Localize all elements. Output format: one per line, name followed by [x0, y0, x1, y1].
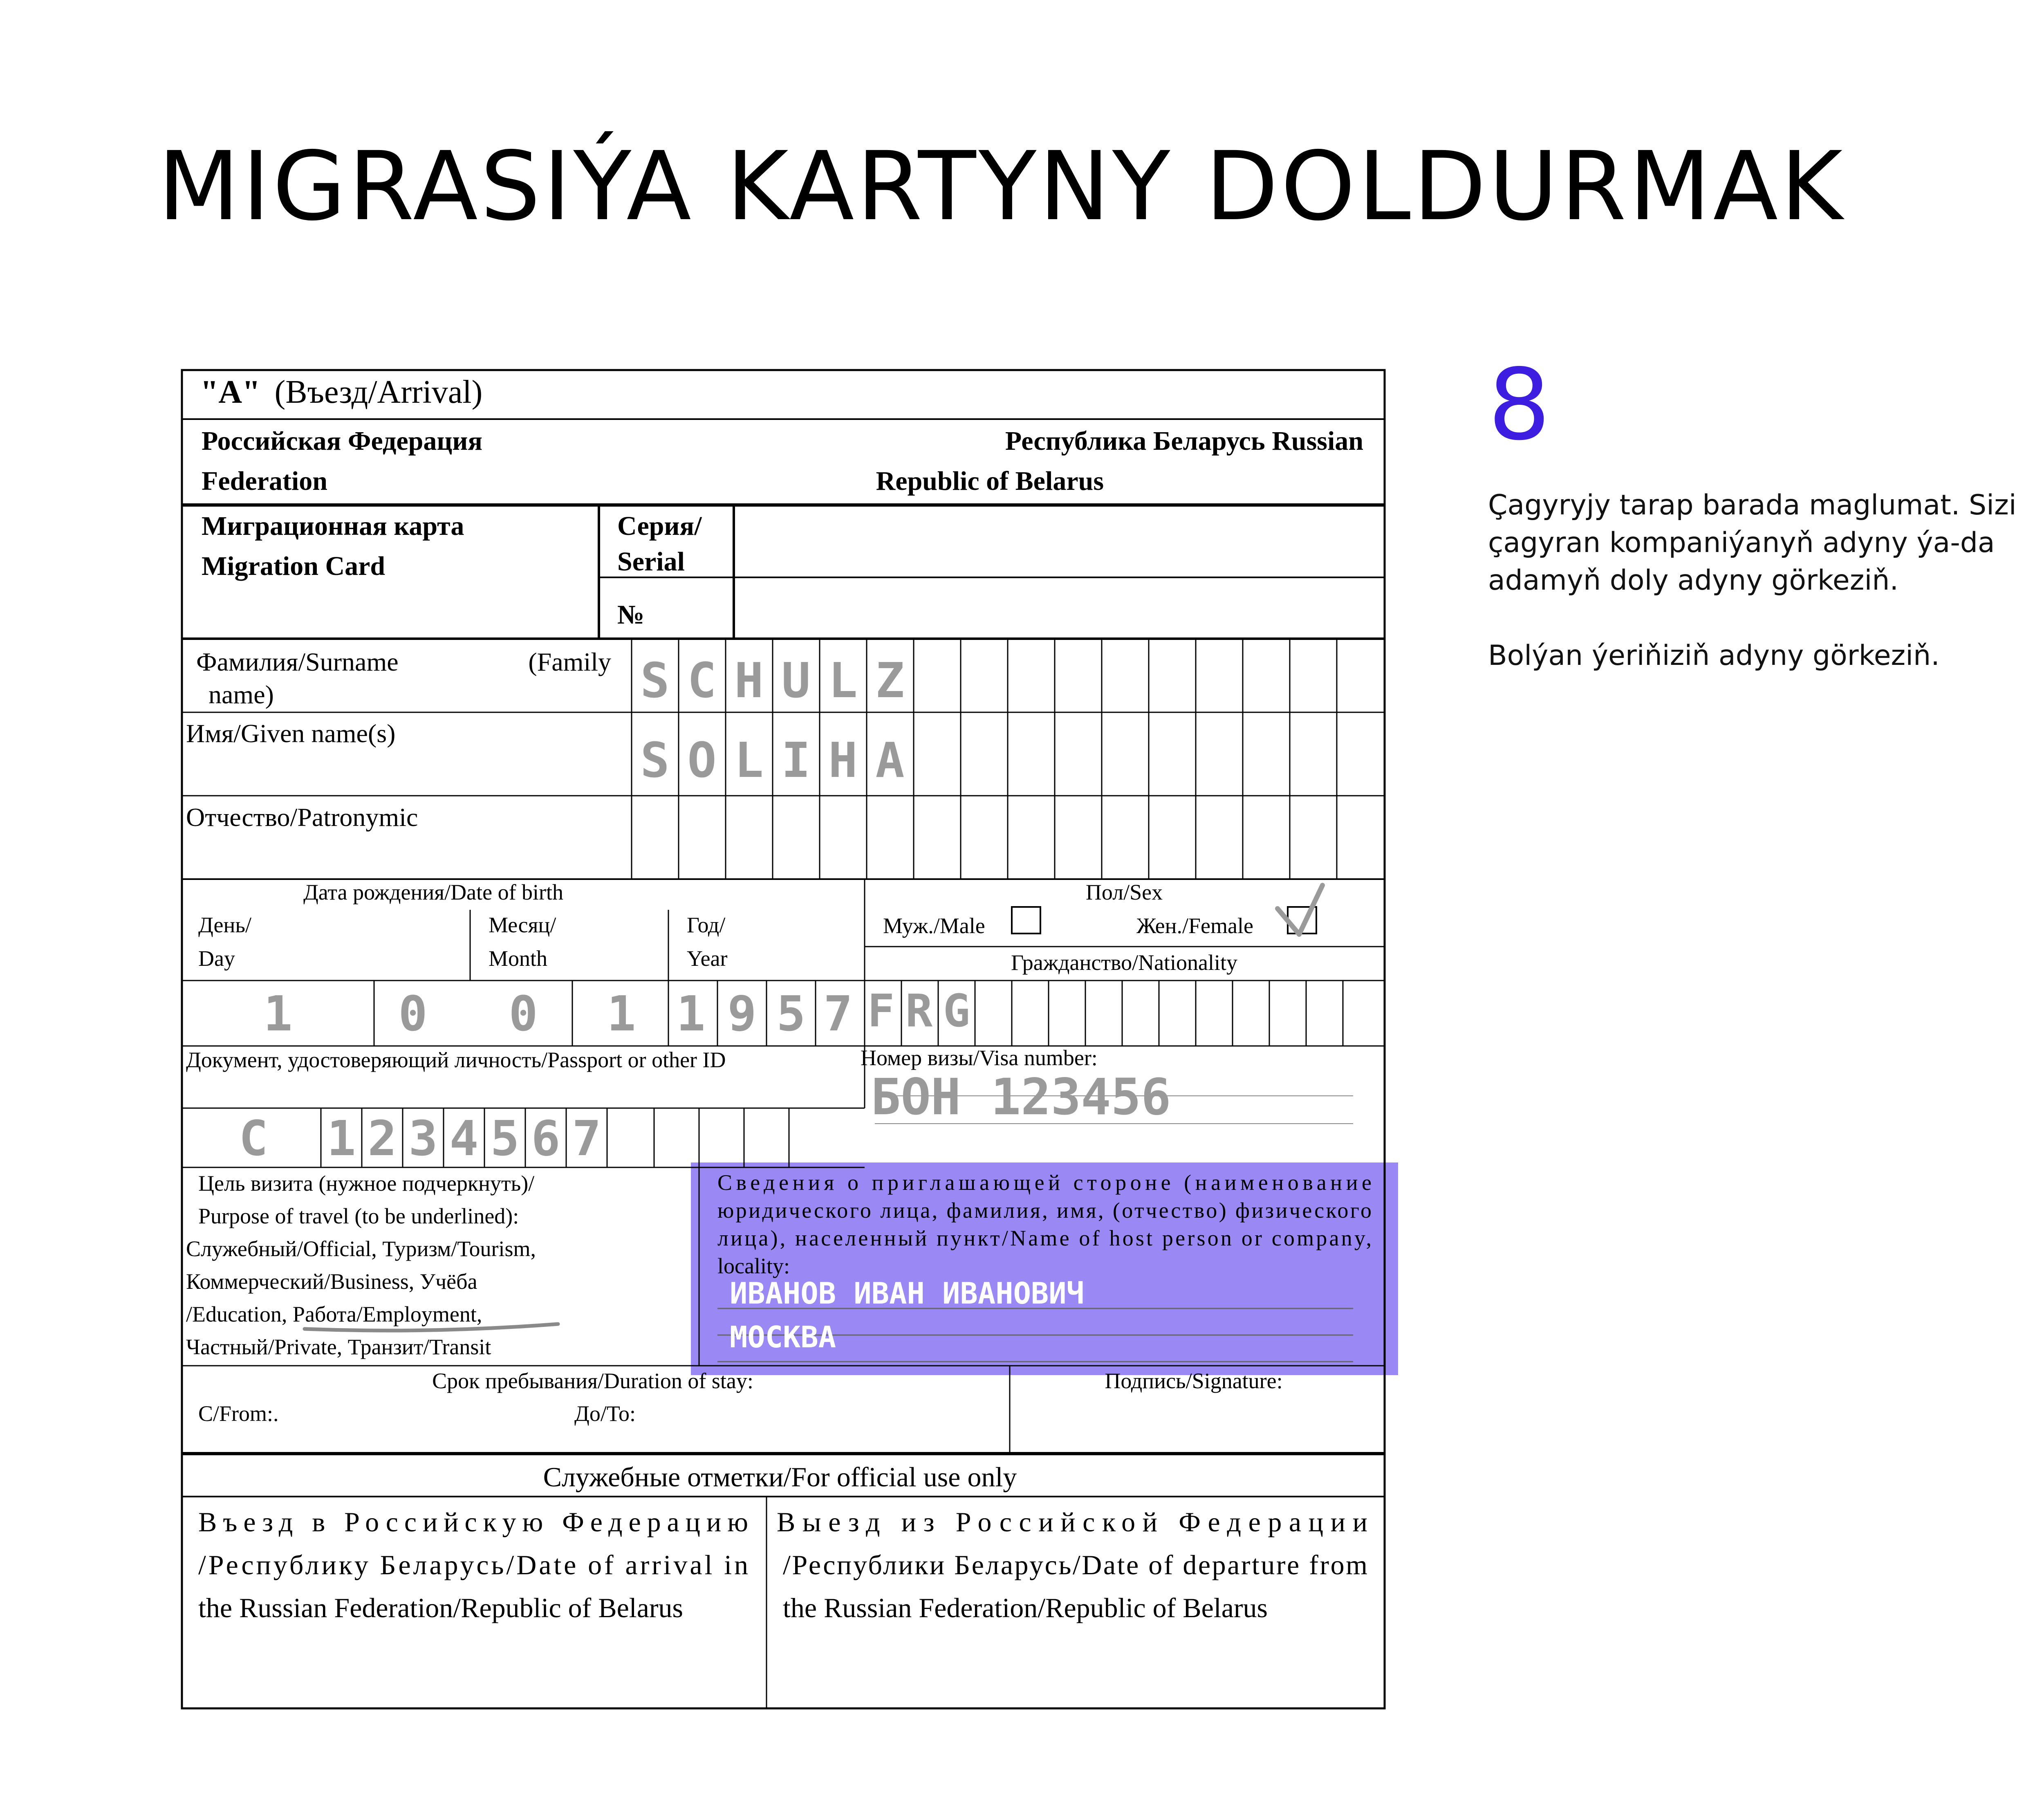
passport-char: 5: [490, 1110, 520, 1167]
from-label: С/From:.: [198, 1401, 279, 1426]
duration-label: Срок пребывания/Duration of stay:: [432, 1369, 753, 1393]
surname-letter: H: [734, 652, 764, 709]
sex-label: Пол/Sex: [1085, 880, 1163, 904]
passport-char: 4: [449, 1110, 479, 1167]
number-sign: №: [617, 600, 645, 630]
visa-label: Номер визы/Visa number:: [861, 1046, 1098, 1070]
year-en: Year: [687, 946, 728, 971]
purpose-line: Цель визита (нужное подчеркнуть)/: [198, 1171, 535, 1196]
rf-line1: Российская Федерация: [202, 426, 483, 456]
given-letter: I: [781, 732, 811, 788]
surname-letter: Z: [875, 652, 905, 709]
serial-en: Serial: [617, 547, 685, 577]
given-letter: O: [687, 732, 717, 788]
given-letter: L: [734, 732, 764, 788]
rb-line2: Republic of Belarus: [876, 466, 1104, 496]
departure-line: Выезд из Российской Федерации: [777, 1506, 1367, 1537]
given-letter: H: [828, 732, 858, 788]
male-label: Муж./Male: [883, 913, 985, 938]
passport-char: 1: [327, 1110, 356, 1167]
purpose-line: Частный/Private, Транзит/Transit: [186, 1335, 491, 1359]
surname-label-name: name): [208, 680, 274, 709]
dob-digit: 7: [823, 985, 853, 1042]
surname-letter: S: [640, 652, 670, 709]
host-city-value: МОСКВА: [730, 1320, 836, 1354]
migration-card-ru: Миграционная карта: [202, 511, 464, 541]
dob-digit: 0: [509, 985, 538, 1042]
nationality-label: Гражданство/Nationality: [1011, 950, 1238, 975]
migration-card-en: Migration Card: [202, 551, 385, 581]
step-number: 8: [1488, 348, 1551, 462]
departure-line: /Республики Беларусь/Date of departure from: [783, 1549, 1367, 1580]
card-type: (Въезд/Arrival): [274, 374, 483, 410]
passport-letters: [239, 1110, 601, 1167]
dob-label: Дата рождения/Date of birth: [303, 880, 564, 904]
page-title: MIGRASIÝA KARTYNY DOLDURMAK: [158, 131, 1845, 242]
passport-char: 6: [531, 1110, 560, 1167]
svg-text:"А" (Въезд/Arrival): [200, 374, 482, 410]
passport-char: 3: [408, 1110, 438, 1167]
instruction-host-info: Çagyryjy tarap barada maglumat. Sizi çagyran kompaniýanyň adyny ýa-da adamyň doly adyny görkeziň.: [1488, 489, 2017, 597]
arrival-line: Въезд в Российскую Федерацию: [198, 1506, 748, 1537]
female-label: Жен./Female: [1136, 913, 1253, 938]
surname-label-family: (Family: [528, 647, 611, 676]
purpose-line: Purpose of travel (to be underlined):: [198, 1204, 519, 1228]
given-letter: S: [640, 732, 670, 788]
passport-char: C: [239, 1110, 268, 1167]
rb-line1: Республика Беларусь Russian: [1005, 426, 1363, 456]
dob-digit: 1: [676, 985, 706, 1042]
official-label: Служебные отметки/For official use only: [543, 1461, 1017, 1492]
dob-digit: 5: [776, 985, 806, 1042]
dob-digits: [263, 985, 852, 1042]
arrival-date-block: [198, 1506, 748, 1623]
host-line: юридического лица, фамилия, имя, (отчество) физического: [717, 1198, 1372, 1223]
signature-label: Подпись/Signature:: [1105, 1369, 1283, 1393]
surname-letter: U: [781, 652, 811, 709]
card-type-bold: "А": [200, 374, 260, 410]
year-ru: Год/: [687, 913, 726, 937]
nationality-letters: [867, 985, 970, 1037]
purpose-line: /Education, Работа/Employment,: [186, 1302, 482, 1326]
month-ru: Месяц/: [489, 913, 556, 937]
host-name-value: ИВАНОВ ИВАН ИВАНОВИЧ: [730, 1276, 1084, 1311]
departure-line: the Russian Federation/Republic of Belarus: [783, 1592, 1268, 1623]
instruction-locality: Bolýan ýeriňiziň adyny görkeziň.: [1488, 640, 1940, 672]
passport-char: 7: [572, 1110, 601, 1167]
host-line: locality:: [717, 1254, 790, 1278]
dob-digit: 1: [607, 985, 636, 1042]
purpose-line: Служебный/Official, Туризм/Tourism,: [186, 1237, 536, 1261]
patronymic-label: Отчество/Patronymic: [186, 803, 418, 832]
passport-char: 2: [368, 1110, 397, 1167]
surname-label: Фамилия/Surname: [196, 647, 399, 676]
document-label: Документ, удостоверяющий личность/Passport or other ID: [186, 1048, 726, 1072]
surname-letter: L: [828, 652, 858, 709]
serial-ru: Серия/: [617, 511, 702, 541]
surname-letter: C: [687, 652, 717, 709]
host-line: лица), населенный пункт/Name of host person or company,: [717, 1226, 1372, 1250]
month-en: Month: [489, 946, 548, 971]
to-label: До/To:: [574, 1401, 636, 1426]
dob-digit: 0: [398, 985, 428, 1042]
given-letter: A: [875, 732, 905, 788]
arrival-line: the Russian Federation/Republic of Belarus: [198, 1592, 683, 1623]
day-ru: День/: [198, 913, 251, 937]
purpose-line: Коммерческий/Business, Учёба: [186, 1269, 477, 1294]
host-line: Сведения о приглашающей стороне (наименование: [717, 1170, 1372, 1195]
nationality-letter: F: [867, 985, 895, 1037]
given-name-label: Имя/Given name(s): [186, 719, 396, 748]
dob-digit: 1: [263, 985, 293, 1042]
nationality-letter: G: [943, 985, 970, 1037]
nationality-letter: R: [905, 985, 933, 1037]
rf-line2: Federation: [202, 466, 327, 496]
departure-date-block: [777, 1506, 1367, 1623]
visa-value: БОН 123456: [871, 1068, 1171, 1126]
dob-digit: 9: [727, 985, 757, 1042]
day-en: Day: [198, 946, 235, 971]
arrival-line: /Республику Беларусь/Date of arrival in: [198, 1549, 749, 1580]
